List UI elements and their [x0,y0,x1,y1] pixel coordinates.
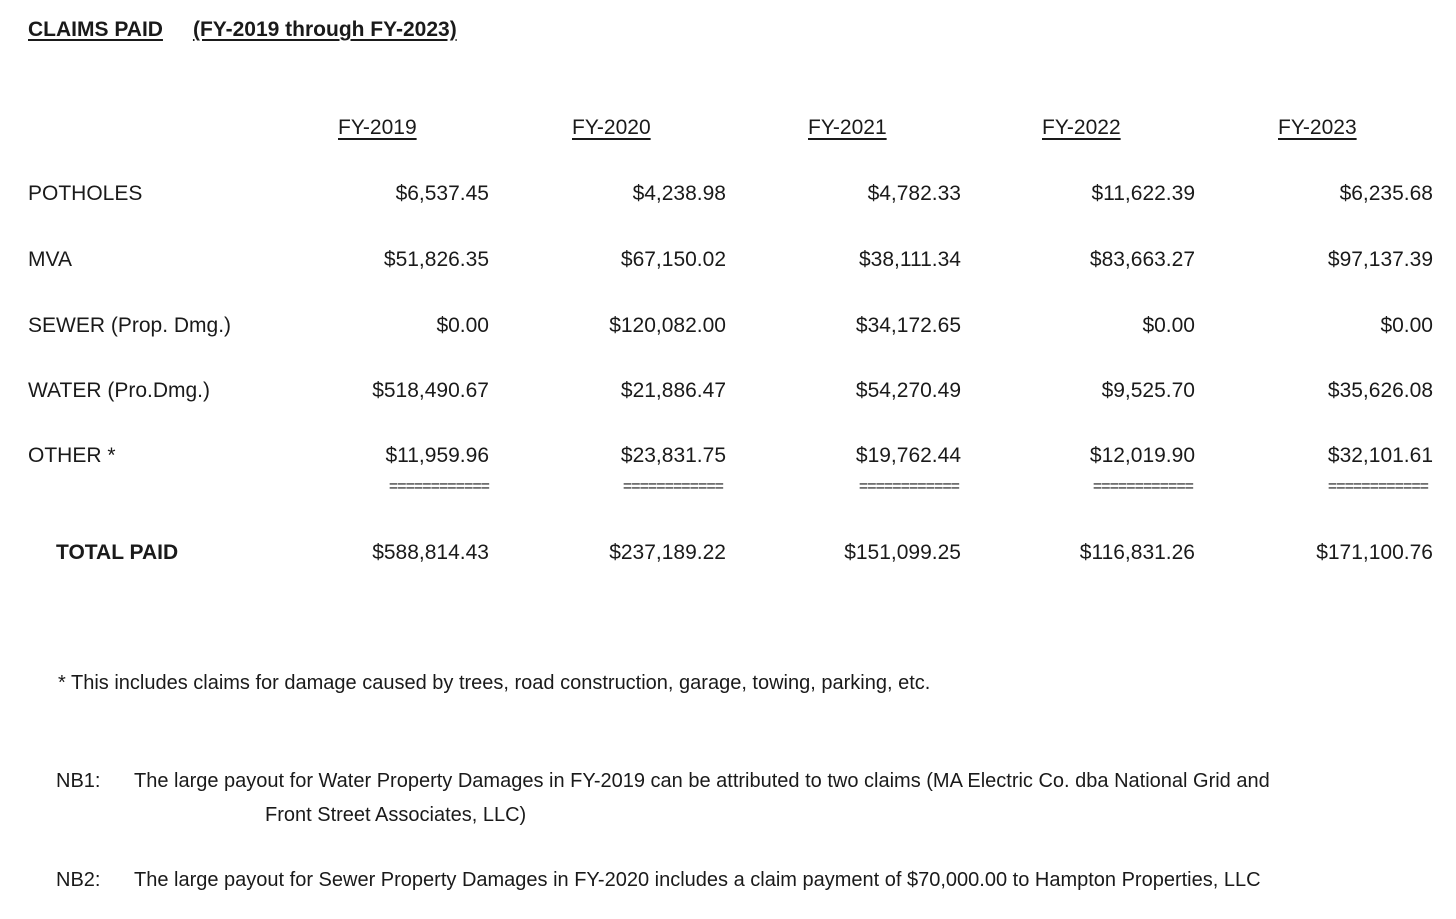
table-cell: $35,626.08 [1327,379,1433,402]
title-range: (FY-2019 through FY-2023) [192,18,457,41]
table-cell: $11,622.39 [1091,182,1195,205]
total-label: TOTAL PAID [56,541,179,564]
total-separator: ============ [1092,478,1193,495]
row-label: WATER (Pro.Dmg.) [28,379,210,402]
title-main: CLAIMS PAID [28,18,163,41]
table-cell: $4,238.98 [632,182,726,205]
table-cell: $38,111.34 [859,248,961,271]
total-separator: ============ [1327,478,1428,495]
table-cell: $54,270.49 [855,379,961,402]
table-cell: $9,525.70 [1101,379,1195,402]
table-cell: $83,663.27 [1089,248,1195,271]
note-label: NB2: [56,869,101,891]
table-cell: $0.00 [436,314,489,337]
column-header: FY-2019 [338,116,417,139]
table-cell: $19,762.44 [855,444,961,467]
total-cell: $588,814.43 [372,541,489,564]
total-separator: ============ [388,478,489,495]
table-cell: $0.00 [1142,314,1195,337]
table-cell: $518,490.67 [372,379,489,402]
column-header: FY-2021 [808,116,887,139]
total-separator: ============ [858,478,959,495]
table-cell: $120,082.00 [609,314,726,337]
row-label: POTHOLES [28,182,143,205]
table-cell: $12,019.90 [1089,444,1195,467]
total-cell: $151,099.25 [844,541,961,564]
row-label: SEWER (Prop. Dmg.) [28,314,232,337]
table-cell: $32,101.61 [1327,444,1433,467]
column-header: FY-2022 [1042,116,1121,139]
row-label: OTHER * [28,444,116,467]
table-cell: $34,172.65 [855,314,961,337]
row-label: MVA [28,248,72,271]
column-header: FY-2020 [572,116,651,139]
total-cell: $171,100.76 [1316,541,1433,564]
table-cell: $6,235.68 [1339,182,1433,205]
column-header: FY-2023 [1278,116,1357,139]
total-cell: $116,831.26 [1079,541,1195,564]
table-cell: $67,150.02 [620,248,726,271]
total-separator: ============ [622,478,723,495]
table-cell: $23,831.75 [620,444,726,467]
table-cell: $6,537.45 [395,182,489,205]
note-text-continued: Front Street Associates, LLC) [265,804,527,826]
table-cell: $51,826.35 [383,248,489,271]
table-cell: $21,886.47 [620,379,726,402]
table-cell: $97,137.39 [1327,248,1433,271]
document-title [28,18,457,42]
table-cell: $4,782.33 [867,182,961,205]
table-cell: $0.00 [1380,314,1433,337]
total-cell: $237,189.22 [609,541,726,564]
note-text: The large payout for Water Property Damages in FY-2019 can be attributed to two claims (MA Electric Co. dba National Grid and [134,770,1270,792]
note-text: The large payout for Sewer Property Damages in FY-2020 includes a claim payment of $70,000.00 to Hampton Properties, LLC [134,869,1261,891]
note-label: NB1: [56,770,101,792]
footnote: * This includes claims for damage caused by trees, road construction, garage, towing, parking, etc. [58,672,931,694]
table-cell: $11,959.96 [385,444,489,467]
